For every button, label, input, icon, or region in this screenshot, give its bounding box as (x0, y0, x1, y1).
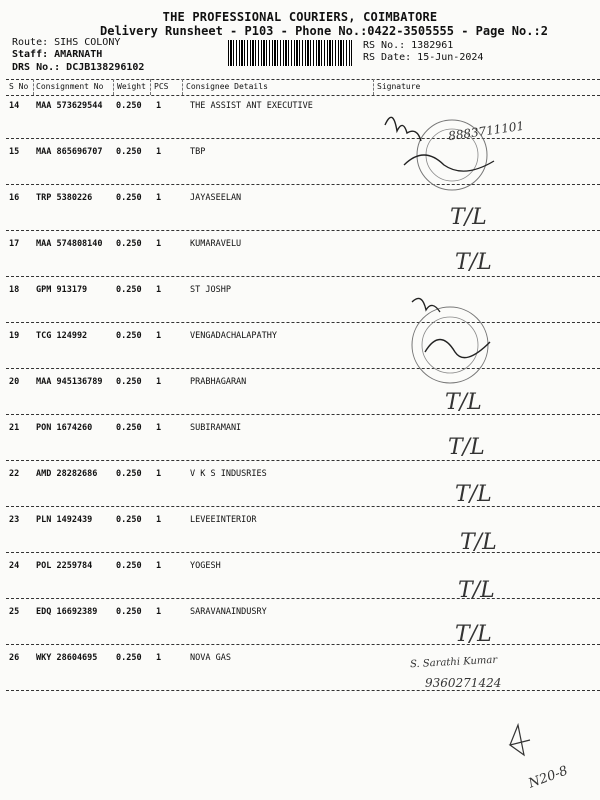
row-pcs: 1 (156, 147, 162, 157)
row-weight: 0.250 (116, 561, 142, 571)
rs-number: RS No.: 1382961 (363, 40, 454, 51)
row-pcs: 1 (156, 101, 162, 111)
col-pcs: PCS (154, 82, 169, 91)
handwritten-phone: 9360271424 (425, 676, 502, 690)
row-weight: 0.250 (116, 239, 142, 249)
row-sno: 19 (9, 331, 20, 341)
row-weight: 0.250 (116, 147, 142, 157)
col-consignment: Consignment No (36, 82, 104, 91)
handwritten-tl: T/L (460, 530, 497, 555)
row-consignment: PON 1674260 (36, 423, 93, 433)
handwritten-tl: T/L (455, 482, 492, 507)
drs-number: DRS No.: DCJB138296102 (12, 62, 145, 73)
row-sno: 17 (9, 239, 20, 249)
rs-date: RS Date: 15-Jun-2024 (363, 52, 484, 63)
row-sno: 23 (9, 515, 20, 525)
row-weight: 0.250 (116, 469, 142, 479)
row-consignment: PLN 1492439 (36, 515, 93, 525)
row-pcs: 1 (156, 561, 162, 571)
route-label: Route: SIHS COLONY (12, 37, 121, 48)
row-sno: 20 (9, 377, 20, 387)
row-weight: 0.250 (116, 331, 142, 341)
row-pcs: 1 (156, 193, 162, 203)
row-sno: 22 (9, 469, 20, 479)
handwritten-name: S. Sarathi Kumar (409, 654, 498, 671)
row-consignee: VENGADACHALAPATHY (190, 331, 277, 341)
row-pcs: 1 (156, 239, 162, 249)
col-signature: Signature (377, 82, 421, 91)
row-consignment: TCG 124992 (36, 331, 88, 341)
row-consignee: TBP (190, 147, 206, 157)
row-pcs: 1 (156, 285, 162, 295)
row-weight: 0.250 (116, 515, 142, 525)
handwritten-tl: T/L (455, 250, 492, 275)
row-consignment: MAA 945136789 (36, 377, 103, 387)
row-consignment: AMD 28282686 (36, 469, 98, 479)
row-weight: 0.250 (116, 101, 142, 111)
row-consignment: MAA 574808140 (36, 239, 103, 249)
row-weight: 0.250 (116, 607, 142, 617)
row-sno: 18 (9, 285, 20, 295)
row-consignment: MAA 865696707 (36, 147, 103, 157)
row-consignment: WKY 28604695 (36, 653, 98, 663)
handwritten-tl: T/L (448, 435, 485, 460)
row-consignee: THE ASSIST ANT EXECUTIVE (190, 101, 313, 111)
row-consignee: V K S INDUSRIES (190, 469, 267, 479)
company-title: THE PROFESSIONAL COURIERS, COIMBATORE (162, 10, 438, 24)
row-consignment: GPM 913179 (36, 285, 88, 295)
handwritten-note: N20-8 (526, 763, 570, 792)
row-consignment: MAA 573629544 (36, 101, 103, 111)
col-weight: Weight (117, 82, 146, 91)
staff-label: Staff: AMARNATH (12, 49, 103, 60)
row-pcs: 1 (156, 331, 162, 341)
row-sno: 25 (9, 607, 20, 617)
signature-stamp (412, 298, 490, 383)
row-weight: 0.250 (116, 285, 142, 295)
handwritten-tl: T/L (445, 390, 482, 415)
row-consignment: POL 2259784 (36, 561, 93, 571)
row-pcs: 1 (156, 607, 162, 617)
row-consignee: SUBIRAMANI (190, 423, 242, 433)
row-consignment: TRP 5380226 (36, 193, 93, 203)
row-weight: 0.250 (116, 193, 142, 203)
row-weight: 0.250 (116, 423, 142, 433)
handwritten-number: 8883711101 (447, 118, 525, 144)
row-consignee: ST JOSHP (190, 285, 231, 295)
footer-scribble (510, 725, 530, 755)
row-pcs: 1 (156, 423, 162, 433)
row-pcs: 1 (156, 469, 162, 479)
row-sno: 21 (9, 423, 20, 433)
row-sno: 24 (9, 561, 20, 571)
row-consignee: SARAVANAINDUSRY (190, 607, 267, 617)
handwritten-tl: T/L (450, 205, 487, 230)
row-consignee: YOGESH (190, 561, 221, 571)
row-consignee: LEVEEINTERIOR (190, 515, 257, 525)
col-sno: S No (9, 82, 29, 91)
row-sno: 14 (9, 101, 20, 111)
row-consignee: JAYASEELAN (190, 193, 242, 203)
runsheet-title: Delivery Runsheet - P103 - Phone No.:0422-3505555 - Page No.:2 (100, 24, 548, 38)
row-consignee: PRABHAGARAN (190, 377, 247, 387)
row-sno: 15 (9, 147, 20, 157)
row-pcs: 1 (156, 515, 162, 525)
row-sno: 26 (9, 653, 20, 663)
row-pcs: 1 (156, 377, 162, 387)
row-consignee: NOVA GAS (190, 653, 231, 663)
row-pcs: 1 (156, 653, 162, 663)
handwritten-tl: T/L (458, 578, 495, 603)
handwritten-tl: T/L (455, 622, 492, 647)
row-sno: 16 (9, 193, 20, 203)
row-consignment: EDQ 16692389 (36, 607, 98, 617)
row-weight: 0.250 (116, 377, 142, 387)
row-consignee: KUMARAVELU (190, 239, 242, 249)
row-weight: 0.250 (116, 653, 142, 663)
col-consignee: Consignee Details (186, 82, 268, 91)
